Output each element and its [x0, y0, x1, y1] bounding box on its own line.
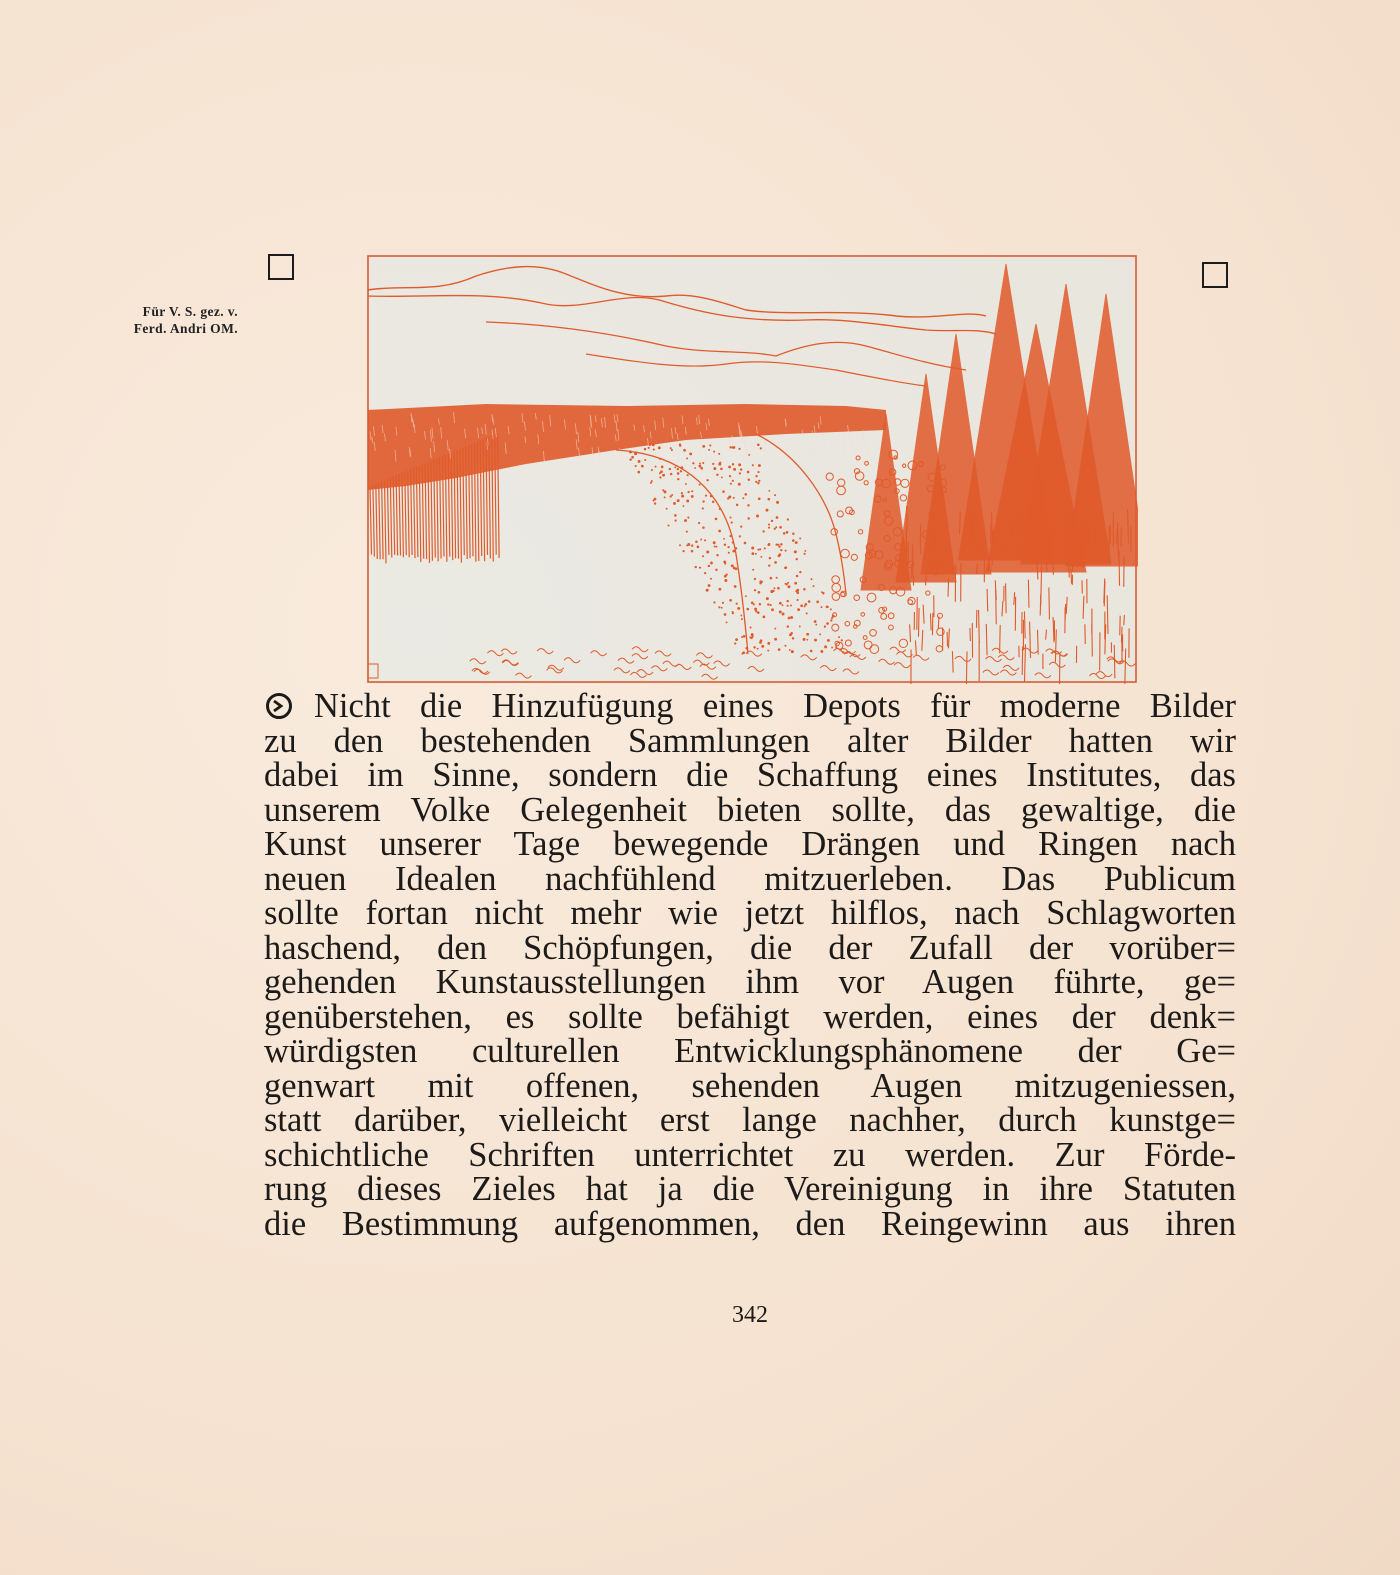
text-line: neuen Idealen nachfühlend mitzuerleben. Das Publicum: [264, 859, 1236, 898]
text-line: rung dieses Zieles hat ja die Vereinigung in ihre Statuten: [264, 1170, 1236, 1208]
landscape-illustration: [366, 254, 1138, 684]
corner-square-left: [268, 254, 294, 280]
text-line: die Bestimmung aufgenommen, den Reingewinn aus ihren: [264, 1204, 1236, 1243]
text-line: genwart mit offenen, sehenden Augen mitzugeniessen,: [264, 1066, 1236, 1105]
text-line: unserem Volke Gelegenheit bieten sollte, das gewaltige, die: [264, 790, 1236, 829]
page-number: 342: [732, 1302, 768, 1328]
text-line: gehenden Kunstausstellungen ihm vor Augen führte, ge=: [264, 963, 1236, 1001]
credit-line-1: Für V. S. gez. v.: [142, 304, 238, 319]
text-line: genüberstehen, es sollte befähigt werden, eines der denk=: [264, 997, 1236, 1036]
text-line: würdigsten culturellen Entwicklungsphänomene der Ge=: [264, 1032, 1236, 1070]
text-line: zu den bestehenden Sammlungen alter Bilder hatten wir: [264, 721, 1236, 760]
text-line: dabei im Sinne, sondern die Schaffung eines Institutes, das: [264, 756, 1236, 794]
circle-arrow-ornament-icon: [264, 691, 294, 721]
body-paragraph: [264, 689, 1236, 1241]
text-line: sollte fortan nicht mehr wie jetzt hilflos, nach Schlagworten: [264, 894, 1236, 932]
illustration-credit: [60, 303, 238, 337]
text-line: haschend, den Schöpfungen, die der Zufall der vorüber=: [264, 928, 1236, 967]
text-line: schichtliche Schriften unterrichtet zu werden. Zur Förde-: [264, 1135, 1236, 1174]
corner-square-right: [1202, 262, 1228, 288]
text-line: Nicht die Hinzufügung eines Depots für moderne Bilder: [264, 689, 1236, 724]
credit-line-2: Ferd. Andri OM.: [133, 321, 238, 336]
forest-landscape-sketch-icon: [366, 254, 1138, 684]
text-line: Kunst unserer Tage bewegende Drängen und Ringen nach: [264, 825, 1236, 863]
text-line: statt darüber, vielleicht erst lange nachher, durch kunstge=: [264, 1101, 1236, 1139]
